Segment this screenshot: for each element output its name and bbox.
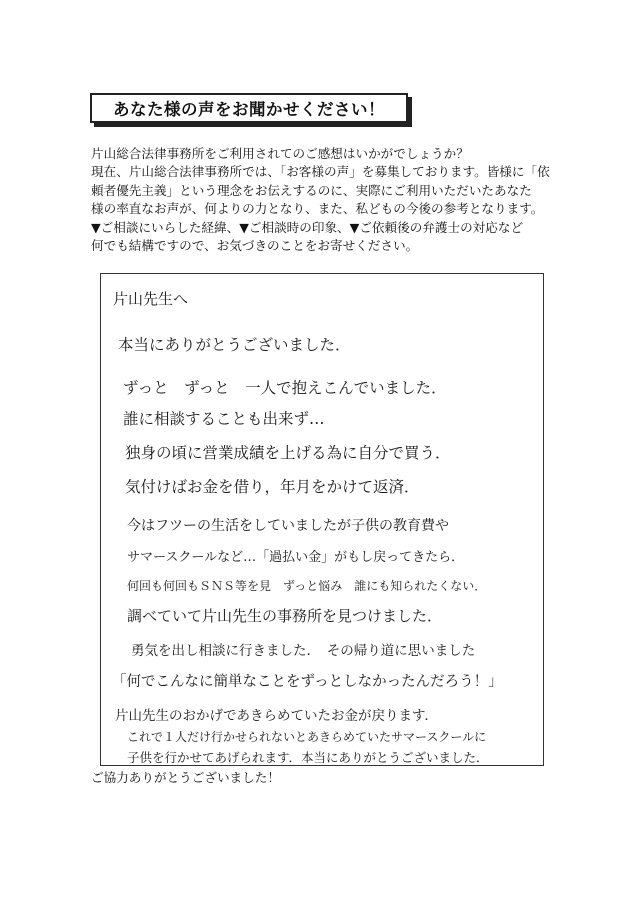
letter-line: 勇気を出し相談に行きました． その帰り道に思いました: [131, 643, 476, 659]
intro-line: 様の率直なお声が、何よりの力となり、また、私どもの今後の参考となります。: [91, 201, 544, 217]
intro-line: 頼者優先主義」という理念をお伝えするのに、実際にご利用いただいたあなた: [91, 182, 532, 198]
letter-line: 何回も何回もＳＮＳ等を見 ずっと悩み 誰にも知られたくない．: [127, 579, 487, 593]
intro-line: 片山総合法律事務所をご利用されてのご感想はいかがでしょうか？: [91, 146, 469, 161]
letter-line: 子供を行かせてあげられます．本当にありがとうございました．: [127, 750, 489, 765]
heading-box: [90, 93, 408, 123]
letter-line: 今はフツーの生活をしていましたが子供の教育費や: [127, 518, 449, 534]
closing-text: ご協力ありがとうございました！: [91, 770, 280, 785]
letter-line: 調べていて片山先生の事務所を見つけました．: [127, 607, 443, 625]
letter-line: サマースクールなど…「過払い金」がもし戻ってきたら．: [127, 550, 465, 565]
letter-line: 誰に相談することも出来ず…: [123, 410, 325, 428]
letter-line: 本当にありがとうございました．: [118, 336, 351, 354]
intro-line: ▼ご相談にいらした経緯、▼ご相談時の印象、▼ご依頼後の弁護士の対応など: [91, 219, 524, 235]
letter-line: 片山先生のおかげであきらめていたお金が戻ります．: [115, 708, 438, 724]
letter-line: 片山先生へ: [113, 290, 189, 308]
intro-line: 何でも結構ですので、お気づきのことをお寄せください。: [91, 238, 419, 254]
letter-line: ずっと ずっと 一人で抱えこんでいました．: [123, 379, 447, 397]
intro-text: [91, 145, 561, 255]
intro-line: 現在、片山総合法律事務所では、「お客様の声」を募集しております。皆様に「依: [91, 164, 550, 180]
letter-line: 「何でこんなに簡単なことをずっとしなかったんだろう！」: [112, 674, 503, 690]
letter-line: 独身の頃に営業成績を上げる為に自分で買う．: [125, 444, 451, 462]
letter-line: これで１人だけ行かせられないとあきらめていたサマースクールに: [127, 730, 487, 744]
page-title: あなた様の声をお聞かせください！: [113, 100, 385, 119]
letter-line: 気付けばお金を借り，年月をかけて返済．: [125, 478, 420, 496]
